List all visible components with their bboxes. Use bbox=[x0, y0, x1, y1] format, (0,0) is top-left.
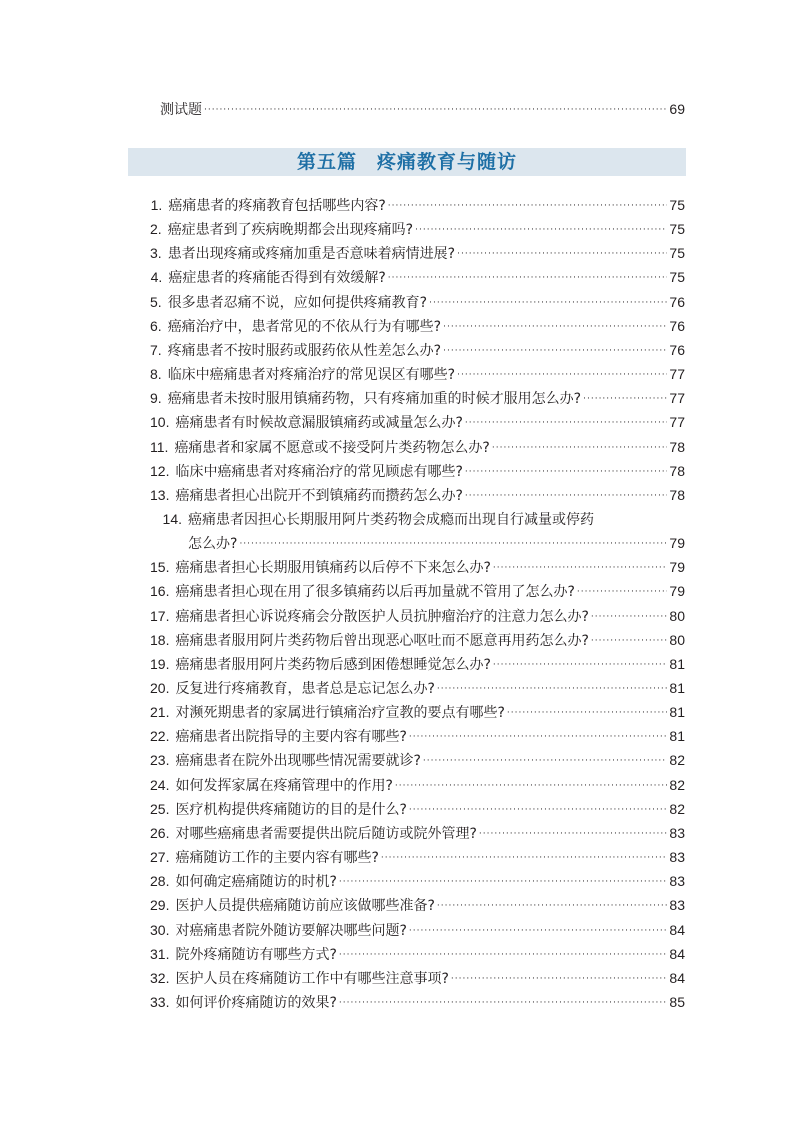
toc-entry-title: 癌痛患者有时候故意漏服镇痛药或减量怎么办? bbox=[175, 415, 463, 432]
toc-entry-page: 84 bbox=[669, 969, 685, 986]
toc-entry[interactable] bbox=[150, 437, 685, 460]
toc-entry[interactable] bbox=[150, 412, 685, 435]
dot-leader bbox=[339, 945, 668, 965]
toc-entry-number: 16. bbox=[150, 583, 170, 600]
toc-entry-title: 癌痛患者担心长期服用镇痛药以后停不下来怎么办? bbox=[175, 560, 491, 577]
toc-entry-title: 如何发挥家属在疼痛管理中的作用? bbox=[175, 777, 393, 794]
toc-entry-number: 27. bbox=[150, 849, 170, 866]
dot-leader bbox=[465, 462, 668, 482]
toc-entry[interactable] bbox=[150, 823, 685, 846]
toc-entry[interactable] bbox=[150, 702, 685, 725]
toc-entry-number: 23. bbox=[150, 752, 170, 769]
dot-leader bbox=[493, 655, 668, 675]
toc-entry-page: 78 bbox=[669, 486, 685, 503]
toc-entry-page: 77 bbox=[669, 390, 685, 407]
toc-entry-title: 癌痛患者服用阿片类药物后曾出现恶心呕吐而不愿意再用药怎么办? bbox=[175, 632, 589, 649]
toc-entry[interactable] bbox=[150, 195, 685, 218]
toc-entry-title: 医疗机构提供疼痛随访的目的是什么? bbox=[175, 801, 407, 818]
toc-entry-title: 癌痛患者因担心长期服用阿片类药物会成瘾而出现自行减量或停药 bbox=[188, 511, 594, 528]
toc-entry-title: 癌痛患者担心出院开不到镇痛药而攒药怎么办? bbox=[175, 487, 463, 504]
toc-entry-number: 6. bbox=[150, 317, 162, 334]
toc-entry-title: 癌症患者到了疾病晚期都会出现疼痛吗? bbox=[167, 222, 414, 239]
toc-entry[interactable] bbox=[150, 461, 685, 484]
toc-entry-number: 9. bbox=[150, 390, 162, 407]
toc-entry-page: 80 bbox=[669, 607, 685, 624]
toc-entry-number: 19. bbox=[150, 655, 170, 672]
toc-entry-title: 如何确定癌痛随访的时机? bbox=[175, 874, 337, 891]
dot-leader bbox=[409, 727, 668, 747]
toc-entry[interactable] bbox=[150, 364, 685, 387]
toc-entry-number: 3. bbox=[150, 245, 162, 262]
toc-entry-page: 79 bbox=[669, 535, 685, 552]
toc-entry-page: 79 bbox=[669, 583, 685, 600]
toc-entry-title: 癌痛随访工作的主要内容有哪些? bbox=[175, 850, 379, 867]
dot-leader bbox=[415, 220, 667, 240]
toc-entry[interactable] bbox=[150, 726, 685, 749]
toc-entry[interactable] bbox=[150, 557, 685, 580]
toc-entry-page: 77 bbox=[669, 366, 685, 383]
toc-entry-title: 癌痛治疗中，患者常见的不依从行为有哪些? bbox=[167, 318, 442, 335]
toc-entry-title: 癌痛患者担心诉说疼痛会分散医护人员抗肿瘤治疗的注意力怎么办? bbox=[175, 608, 589, 625]
toc-entry[interactable] bbox=[150, 219, 685, 242]
toc-entry[interactable] bbox=[150, 992, 685, 1015]
dot-leader bbox=[591, 631, 668, 651]
toc-entry-title: 癌痛患者担心现在用了很多镇痛药以后再加量就不管用了怎么办? bbox=[175, 584, 575, 601]
toc-entry-number: 10. bbox=[150, 414, 170, 431]
dot-leader bbox=[451, 969, 668, 989]
dot-leader bbox=[239, 534, 667, 554]
toc-entry[interactable] bbox=[150, 847, 685, 870]
toc-entry-title: 癌痛患者在院外出现哪些情况需要就诊? bbox=[175, 753, 421, 770]
toc-entry-page: 83 bbox=[669, 849, 685, 866]
dot-leader bbox=[395, 776, 668, 796]
dot-leader bbox=[457, 365, 667, 385]
toc-entry-title: 医护人员提供癌痛随访前应该做哪些准备? bbox=[175, 898, 435, 915]
toc-entry-page: 75 bbox=[669, 197, 685, 213]
toc-entry-continuation[interactable] bbox=[188, 533, 685, 556]
toc-entry[interactable] bbox=[150, 292, 685, 315]
toc-entry-page: 81 bbox=[669, 680, 685, 696]
dot-leader bbox=[409, 800, 668, 820]
toc-entry[interactable] bbox=[150, 968, 685, 991]
toc-entry-page: 82 bbox=[669, 776, 685, 793]
toc-entry-number: 18. bbox=[150, 631, 170, 648]
toc-entry[interactable] bbox=[150, 678, 685, 701]
dot-leader bbox=[479, 824, 668, 844]
toc-entry[interactable] bbox=[150, 581, 685, 604]
dot-leader bbox=[465, 413, 668, 433]
toc-entry-page: 84 bbox=[669, 921, 685, 938]
toc-entry-number: 2. bbox=[150, 221, 162, 238]
toc-entry-number: 7. bbox=[150, 341, 162, 358]
dot-leader bbox=[388, 268, 668, 288]
toc-entry-number: 14. bbox=[162, 510, 182, 527]
toc-entry-page: 75 bbox=[669, 269, 685, 286]
toc-entry-title: 癌痛患者服用阿片类药物后感到困倦想睡觉怎么办? bbox=[175, 656, 491, 673]
toc-entry-number: 20. bbox=[150, 680, 170, 696]
dot-leader bbox=[492, 438, 668, 458]
toc-entry-title: 临床中癌痛患者对疼痛治疗的常见误区有哪些? bbox=[167, 367, 456, 384]
toc-entry-title: 如何评价疼痛随访的效果? bbox=[175, 994, 337, 1011]
toc-entry-title: 癌痛患者出院指导的主要内容有哪些? bbox=[175, 729, 407, 746]
dot-leader bbox=[437, 896, 668, 916]
toc-entry-number: 31. bbox=[150, 945, 170, 962]
toc-entry[interactable] bbox=[150, 654, 685, 677]
dot-leader bbox=[339, 872, 668, 892]
toc-entry-page: 69 bbox=[669, 101, 685, 117]
toc-entry[interactable] bbox=[150, 799, 685, 822]
toc-entry-page: 78 bbox=[669, 462, 685, 479]
toc-entry-number: 11. bbox=[150, 438, 169, 455]
toc-entry-number: 12. bbox=[150, 462, 170, 479]
toc-entry-page: 75 bbox=[669, 245, 685, 262]
toc-entry[interactable] bbox=[150, 267, 685, 290]
toc-entry-title: 临床中癌痛患者对疼痛治疗的常见顾虑有哪些? bbox=[175, 463, 463, 480]
dot-leader bbox=[429, 293, 667, 313]
toc-entry-page: 82 bbox=[669, 800, 685, 817]
toc-entry-test-questions[interactable] bbox=[160, 99, 685, 122]
toc-entry[interactable] bbox=[150, 944, 685, 967]
toc-entry-number: 17. bbox=[150, 607, 170, 624]
toc-entry-page: 81 bbox=[669, 704, 685, 721]
toc-entry-page: 76 bbox=[669, 317, 685, 334]
toc-entry[interactable] bbox=[150, 630, 685, 653]
toc-entry-number: 29. bbox=[150, 897, 170, 914]
toc-entry-number: 24. bbox=[150, 776, 170, 793]
toc-entry-title-continued: 怎么办? bbox=[188, 536, 238, 553]
toc-entry-page: 76 bbox=[669, 341, 685, 358]
toc-entry-title: 医护人员在疼痛随访工作中有哪些注意事项? bbox=[175, 970, 449, 987]
toc-entry-page: 83 bbox=[669, 873, 685, 890]
toc-entry[interactable] bbox=[150, 871, 685, 894]
dot-leader bbox=[423, 751, 668, 771]
dot-leader bbox=[381, 848, 668, 868]
toc-entry-title: 患者出现疼痛或疼痛加重是否意味着病情进展? bbox=[167, 246, 456, 263]
toc-entry-title: 对濒死期患者的家属进行镇痛治疗宣教的要点有哪些? bbox=[175, 705, 505, 722]
dot-leader bbox=[583, 389, 667, 409]
dot-leader bbox=[388, 196, 668, 216]
toc-entry-number: 28. bbox=[150, 873, 170, 890]
dot-leader bbox=[591, 607, 668, 627]
toc-entry[interactable] bbox=[150, 316, 685, 339]
toc-entry-title: 疼痛患者不按时服药或服药依从性差怎么办? bbox=[167, 342, 442, 359]
toc-entry-number: 30. bbox=[150, 921, 170, 938]
toc-entry-title: 对癌痛患者院外随访要解决哪些问题? bbox=[175, 922, 407, 939]
dot-leader bbox=[443, 341, 667, 361]
toc-entry-number: 26. bbox=[150, 824, 170, 841]
toc-entry-page: 76 bbox=[669, 293, 685, 310]
dot-leader bbox=[409, 921, 668, 941]
toc-entry-page: 80 bbox=[669, 631, 685, 648]
toc-entry-page: 82 bbox=[669, 752, 685, 769]
toc-entry-title: 对哪些癌痛患者需要提供出院后随访或院外管理? bbox=[175, 825, 477, 842]
dot-leader bbox=[443, 317, 667, 337]
dot-leader bbox=[577, 582, 668, 602]
toc-entry[interactable] bbox=[150, 920, 685, 943]
toc-entry-title: 癌痛患者的疼痛教育包括哪些内容? bbox=[168, 198, 386, 214]
toc-entry-number: 5. bbox=[150, 293, 162, 310]
toc-entry-page: 83 bbox=[669, 897, 685, 914]
toc-entry-title: 癌痛患者未按时服用镇痛药物，只有疼痛加重的时候才服用怎么办? bbox=[167, 391, 582, 408]
toc-entry-number: 25. bbox=[150, 800, 170, 817]
toc-entry[interactable] bbox=[150, 775, 685, 798]
toc-entry-number: 1. bbox=[150, 197, 163, 213]
toc-entry-number: 22. bbox=[150, 728, 170, 745]
toc-entry[interactable] bbox=[150, 509, 685, 530]
toc-entry-number: 33. bbox=[150, 993, 170, 1010]
toc-entry-number: 15. bbox=[150, 559, 170, 576]
dot-leader bbox=[465, 486, 668, 506]
dot-leader bbox=[507, 703, 668, 723]
toc-entry[interactable] bbox=[150, 340, 685, 363]
toc-entry[interactable] bbox=[150, 485, 685, 508]
toc-entry[interactable] bbox=[150, 243, 685, 266]
toc-entry-page: 75 bbox=[669, 221, 685, 238]
toc-entry-page: 83 bbox=[669, 824, 685, 841]
dot-leader bbox=[437, 679, 668, 699]
dot-leader bbox=[339, 993, 668, 1013]
toc-entry-page: 81 bbox=[669, 728, 685, 745]
toc-entry-title: 癌症患者的疼痛能否得到有效缓解? bbox=[168, 270, 386, 287]
toc-entry-number: 32. bbox=[150, 969, 170, 986]
toc-entry[interactable] bbox=[150, 606, 685, 629]
toc-entry-title: 测试题 bbox=[160, 102, 202, 118]
section-title: 第五篇 疼痛教育与随访 bbox=[296, 151, 517, 173]
toc-entry-page: 81 bbox=[669, 655, 685, 672]
toc-entry-number: 21. bbox=[150, 704, 170, 721]
toc-entry-page: 78 bbox=[669, 438, 685, 455]
toc-entry-number: 4. bbox=[150, 269, 163, 286]
toc-entry[interactable] bbox=[150, 750, 685, 773]
toc-entry-number: 8. bbox=[150, 366, 162, 383]
dot-leader bbox=[493, 558, 668, 578]
section-header-bar bbox=[128, 148, 686, 176]
toc-entry-title: 院外疼痛随访有哪些方式? bbox=[175, 946, 337, 963]
toc-entry[interactable] bbox=[150, 895, 685, 918]
toc-entry-title: 很多患者忍痛不说，应如何提供疼痛教育? bbox=[167, 294, 428, 311]
toc-entry-page: 77 bbox=[669, 414, 685, 431]
toc-entry-page: 79 bbox=[669, 559, 685, 576]
toc-entry-title: 癌痛患者和家属不愿意或不接受阿片类药物怎么办? bbox=[174, 439, 490, 456]
dot-leader bbox=[457, 244, 667, 264]
toc-entry[interactable] bbox=[150, 388, 685, 411]
toc-entry-number: 13. bbox=[150, 486, 170, 503]
toc-entry-page: 85 bbox=[669, 993, 685, 1010]
toc-entry-page: 84 bbox=[669, 945, 685, 962]
dot-leader bbox=[204, 100, 667, 120]
toc-entry-title: 反复进行疼痛教育，患者总是忘记怎么办? bbox=[175, 681, 435, 697]
